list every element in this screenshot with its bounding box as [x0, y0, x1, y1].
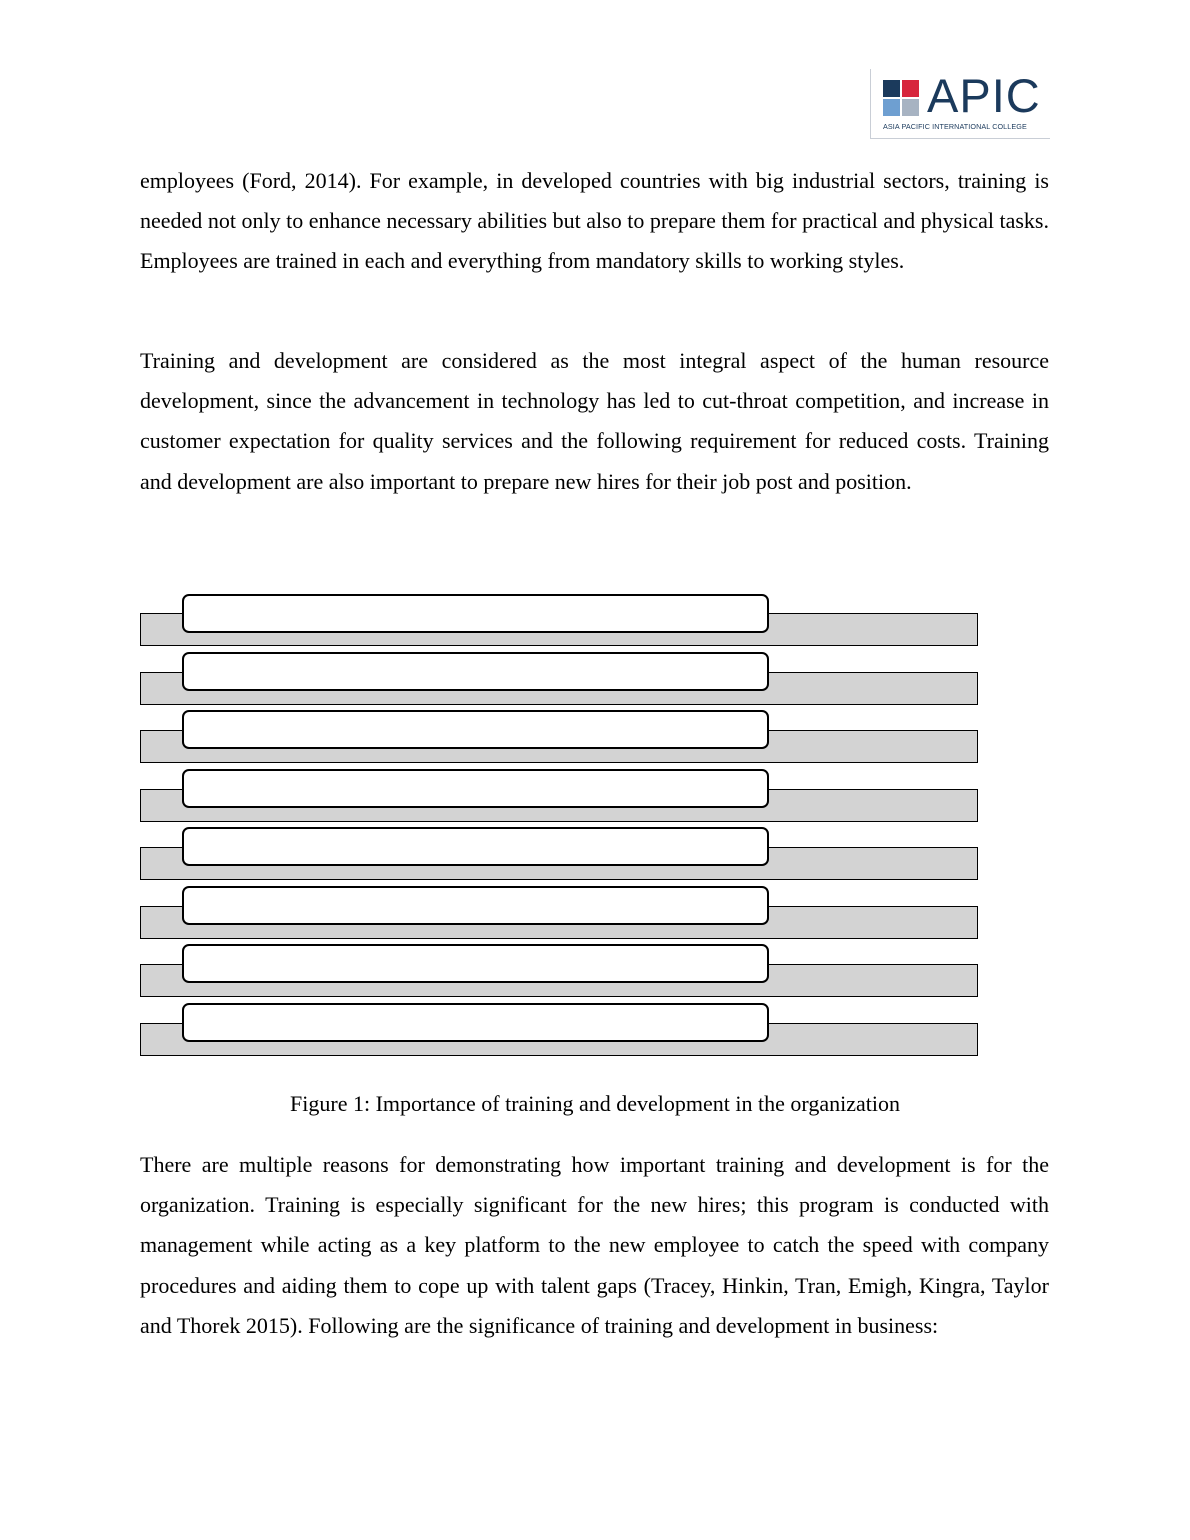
body-paragraph-2: Training and development are considered as the most integral aspect of the human resource development, since the advancement in technology has led to cut-throat competition, and increase in customer expectation for quality services and the following requirement for reduced costs. Training and development are also important to prepare new hires for their job post and position.	[140, 348, 1049, 494]
figure-caption: Figure 1: Importance of training and development in the organization	[290, 1091, 900, 1116]
logo-wordmark: APIC	[927, 69, 1041, 122]
logo-tagline: ASIA PACIFIC INTERNATIONAL COLLEGE	[883, 122, 1027, 131]
figure-item-box	[182, 769, 769, 808]
logo-square-red	[902, 80, 919, 97]
body-paragraph-3: There are multiple reasons for demonstrating how important training and development is for the organization. Training is especially significant for the new hires; this program is conducted with management while acting as a key platform to the new employee to catch the speed with company procedures and aiding them to cope up with talent gaps (Tracey, Hinkin, Tran, Emigh, Kingra, Taylor and Thorek 2015). Following are the significance of training and development in business:	[140, 1152, 1049, 1338]
figure-item-box	[182, 944, 769, 983]
figure-item-box	[182, 594, 769, 633]
figure-item-box	[182, 886, 769, 925]
logo-square-navy	[883, 80, 900, 97]
logo-square-grey	[902, 99, 919, 116]
logo-squares-icon	[883, 80, 919, 116]
figure-item-box	[182, 652, 769, 691]
figure-item-box	[182, 827, 769, 866]
figure-1-diagram	[140, 592, 980, 1058]
body-paragraph-1: employees (Ford, 2014). For example, in developed countries with big industrial sectors, training is needed not only to enhance necessary abilities but also to prepare them for practical and physical tasks. Employees are trained in each and everything from mandatory skills to working styles.	[140, 168, 1049, 274]
figure-item-box	[182, 1003, 769, 1042]
figure-item-box	[182, 710, 769, 749]
logo-square-blue	[883, 99, 900, 116]
apic-logo	[870, 69, 1050, 139]
